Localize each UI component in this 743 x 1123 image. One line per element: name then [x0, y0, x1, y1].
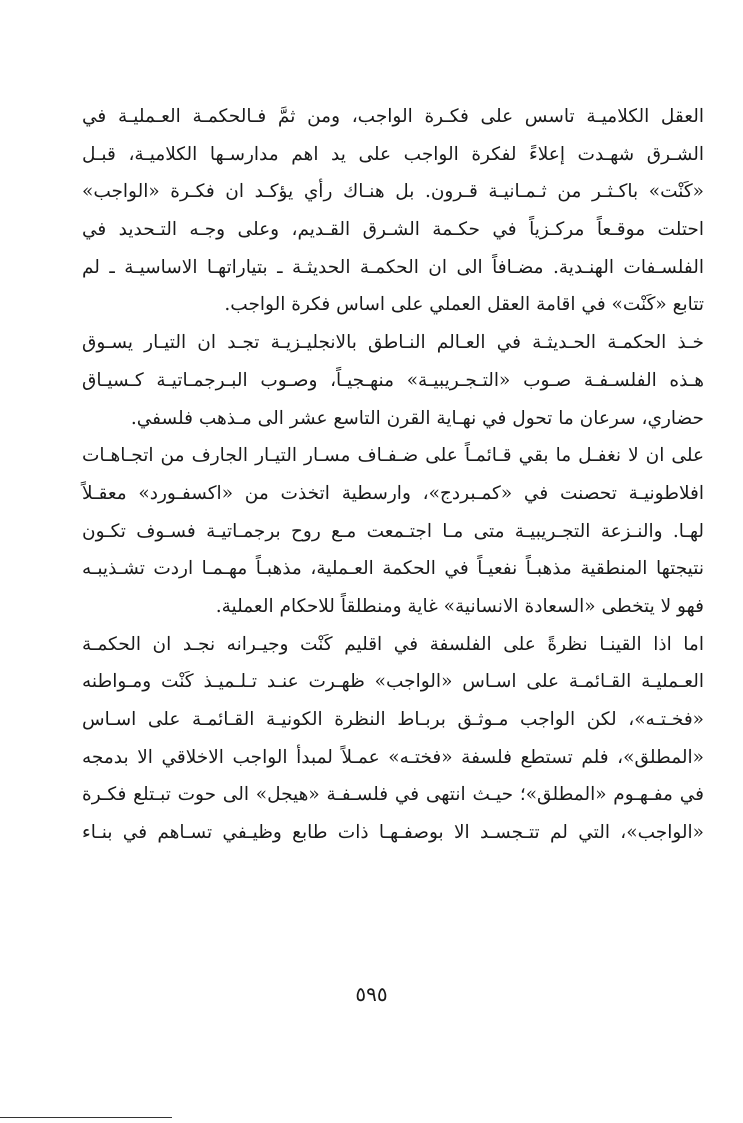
body-text — [82, 98, 704, 852]
text-line: احتلت موقـعاً مركـزياً في حكـمة الشـرق القـديم، وعلى وجـه التـحديد في — [82, 219, 704, 241]
text-line: اما اذا القينـا نظرةً على الفلسفة في اقليم كَنْت وجيـرانه نجـد ان الحكمـة — [82, 633, 704, 655]
text-line: خـذ الحكمـة الحـديثـة في العـالم النـاطق بالانجليـزيـة تجـد ان التيـار يسـوق — [82, 332, 704, 354]
paragraph-end-line: تتابع «كَنْت» في اقامة العقل العملي على اساس فكرة الواجب. — [224, 294, 704, 316]
text-line: العقل الكلاميـة تاسس على فكـرة الواجب، ومن ثمَّ فـالحكمـة العـمليـة في — [82, 106, 704, 127]
text-line: الشـرق شهـدت إعلاءً لفكرة الواجب على يد اهم مدارسـها الكلاميـة، قبـل — [82, 143, 704, 165]
text-line: في مفـهـوم «المطلق»؛ حيـث انتهى في فلسـفـة «هيجل» الى حوت تبـتلع فكـرة — [82, 784, 704, 806]
text-line: «كَنْت» باكـثـر من ثـمـانيـة قـرون. بل هنـاك رأي يؤكـد ان فكـرة «الواجب» — [82, 181, 704, 203]
text-line: لهـا. والنـزعة التجـريبيـة متى مـا اجتـمعت مـع روح برجمـاتيـة فسـوف تكـون — [82, 520, 704, 542]
page-number: ٥٩٥ — [355, 982, 388, 1006]
footnote-divider — [0, 1117, 172, 1118]
text-line: «فخـتـه»، لكن الواجب مـوثـق بربـاط النظرة الكونيـة القـائمـة على اسـاس — [82, 709, 704, 730]
text-line: افلاطونيـة تحصنت في «كمـبردج»، وارسطية اتخذت من «اكسفـورد» معقـلاً — [82, 482, 704, 504]
text-line: هـذه الفلسـفـة صـوب «التـجـريبيـة» منهـجيـاً، وصـوب البـرجمـاتيـة كـسيـاق — [82, 369, 704, 391]
text-line: على ان لا نغفـل ما بقي قـائمـاً على ضـفـاف مسـار التيـار الجارف من اتجـاهـات — [82, 445, 704, 467]
text-line: نتيجتها المنطقية مذهبـاً نفعيـاً في الحكمة العـملية، مذهبـاً مهـمـا اردت تشـذيبـه — [82, 558, 704, 580]
text-line: «المطلق»، فلم تستطع فلسفة «فختـه» عمـلاً لمبدأ الواجب الاخلاقي الا بدمجه — [82, 746, 704, 768]
text-line: العـمليـة القـائمـة على اسـاس «الواجب» ظهـرت عنـد تـلـميـذ كَنْت ومـواطنه — [82, 671, 704, 693]
paragraph-end-line: فهو لا يتخطى «السعادة الانسانية» غاية ومنطلقاً للاحكام العملية. — [215, 595, 704, 617]
text-line: «الواجب»، التي لم تتـجسـد الا بوصفـهـا ذات طابع وظيـفي تسـاهم في بنـاء — [82, 822, 704, 844]
paragraph-end-line: حضاري، سرعان ما تحول في نهـاية القرن التاسع عشر الى مـذهب فلسفي. — [130, 407, 704, 429]
text-line: الفلسـفات الهنـدية. مضـافاً الى ان الحكمـة الحديثـة ـ بتياراتهـا الاساسيـة ـ لم — [82, 256, 704, 278]
